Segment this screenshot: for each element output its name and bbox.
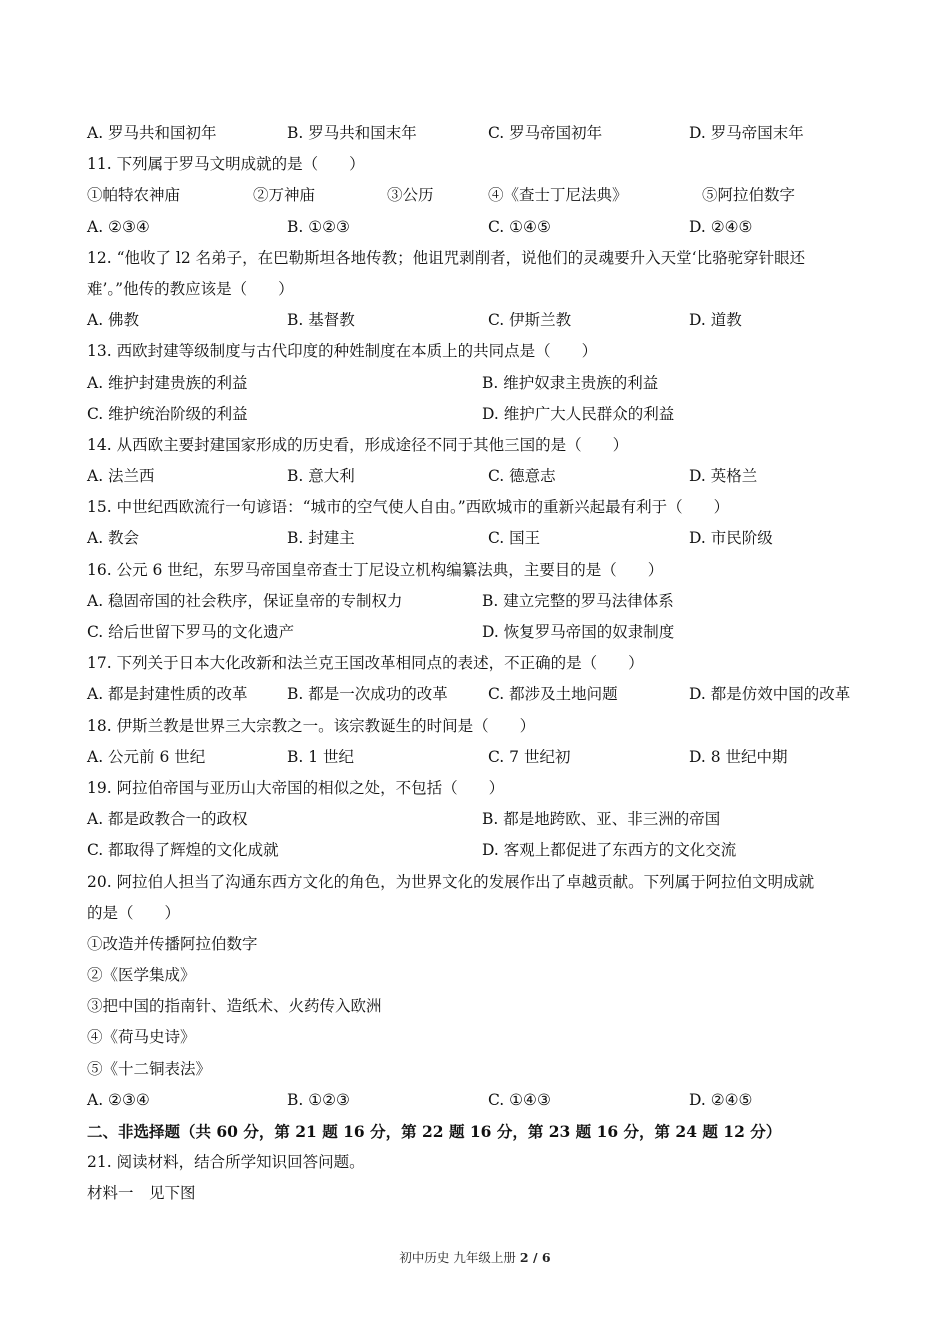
q21-material1: 材料一 见下图: [87, 1184, 196, 1203]
q20-stem-line2: 的是（ ）: [87, 903, 181, 922]
q12-option-c: C. 伊斯兰教: [488, 311, 572, 330]
q16-option-b: B. 建立完整的罗马法律体系: [482, 591, 674, 610]
q20-option-d: D. ②④⑤: [689, 1090, 753, 1109]
q19-option-c: C. 都取得了辉煌的文化成就: [87, 841, 279, 860]
q16-stem: 16. 公元 6 世纪，东罗马帝国皇帝查士丁尼设立机构编纂法典，主要目的是（ ）: [87, 560, 664, 579]
q19-option-d: D. 客观上都促进了东西方的文化交流: [482, 841, 737, 860]
q10-option-b: B. 罗马共和国末年: [287, 124, 417, 142]
q11-item-1: ①帕特农神庙: [87, 186, 181, 205]
q15-option-b: B. 封建主: [287, 529, 355, 548]
q10-option-a: A. 罗马共和国初年: [87, 124, 217, 142]
q15-option-d: D. 市民阶级: [689, 529, 773, 548]
q17-stem: 17. 下列关于日本大化改新和法兰克王国改革相同点的表述，不正确的是（ ）: [87, 654, 644, 673]
q20-item-5: ⑤《十二铜表法》: [87, 1059, 212, 1078]
q17-option-a: A. 都是封建性质的改革: [87, 685, 248, 704]
q12-option-d: D. 道教: [689, 311, 742, 330]
section2-title: 二、非选择题（共 60 分，第 21 题 16 分，第 22 题 16 分，第 23 题 16 分，第 24 题 12 分）: [87, 1122, 782, 1141]
q12-stem-line1: 12. “他收了 l2 名弟子，在巴勒斯坦各地传教；他诅咒剥削者，说他们的灵魂要升入天堂‘比骆驼穿针眼还: [87, 248, 806, 267]
q20-option-b: B. ①②③: [287, 1090, 350, 1109]
q16-option-d: D. 恢复罗马帝国的奴隶制度: [482, 623, 675, 641]
q18-stem: 18. 伊斯兰教是世界三大宗教之一。该宗教诞生的时间是（ ）: [87, 716, 536, 735]
q11-options: [87, 212, 877, 243]
q14-option-c: C. 德意志: [488, 467, 556, 486]
q11-stem: 11. 下列属于罗马文明成就的是（ ）: [87, 155, 365, 174]
q18-option-c: C. 7 世纪初: [488, 747, 571, 766]
q19-options-row1: [87, 804, 877, 835]
q19-option-a: A. 都是政教合一的政权: [87, 810, 248, 829]
q19-option-b: B. 都是地跨欧、亚、非三洲的帝国: [482, 810, 721, 829]
footer-text: 初中历史 九年级上册: [399, 1250, 516, 1265]
footer-page-number: 2 / 6: [519, 1250, 551, 1265]
q20-item-3: ③把中国的指南针、造纸术、火药传入欧洲: [87, 997, 382, 1016]
q13-option-a: A. 维护封建贵族的利益: [87, 373, 248, 392]
q11-option-a: A. ②③④: [87, 217, 150, 236]
q17-option-d: D. 都是仿效中国的改革: [689, 685, 851, 704]
q13-options-row2: [87, 399, 877, 430]
q20-item-4: ④《荷马史诗》: [87, 1028, 196, 1047]
q11-items: [87, 180, 877, 211]
q12-options: [87, 305, 877, 336]
q20-stem-line1: 20. 阿拉伯人担当了沟通东西方文化的角色，为世界文化的发展作出了卓越贡献。下列属于阿拉伯文明成就: [87, 872, 815, 891]
q11-option-d: D. ②④⑤: [689, 217, 753, 236]
q13-option-c: C. 维护统治阶级的利益: [87, 404, 248, 423]
q10-option-c: C. 罗马帝国初年: [488, 124, 603, 142]
q19-options-row2: [87, 835, 877, 866]
q15-option-a: A. 教会: [87, 529, 140, 548]
q13-option-d: D. 维护广大人民群众的利益: [482, 404, 675, 423]
q20-option-a: A. ②③④: [87, 1090, 150, 1109]
q18-options: [87, 742, 877, 773]
q14-option-a: A. 法兰西: [87, 467, 155, 486]
q11-item-5: ⑤阿拉伯数字: [702, 186, 796, 205]
q11-item-4: ④《查士丁尼法典》: [488, 186, 628, 205]
q16-option-a: A. 稳固帝国的社会秩序，保证皇帝的专制权力: [87, 591, 403, 610]
q17-option-c: C. 都涉及土地问题: [488, 685, 618, 704]
q11-item-3: ③公历: [387, 186, 434, 205]
q17-option-b: B. 都是一次成功的改革: [287, 685, 448, 704]
q16-option-c: C. 给后世留下罗马的文化遗产: [87, 623, 295, 641]
q21-stem: 21. 阅读材料，结合所学知识回答问题。: [87, 1153, 365, 1172]
q15-options: [87, 523, 877, 554]
q14-option-b: B. 意大利: [287, 467, 355, 486]
q14-options: [87, 461, 877, 492]
q17-options: [87, 679, 877, 710]
q16-options-row2: [87, 617, 877, 648]
q20-item-1: ①改造并传播阿拉伯数字: [87, 934, 258, 953]
q12-stem-line2: 难’。”他传的教应该是（ ）: [87, 279, 294, 298]
q12-option-b: B. 基督教: [287, 311, 355, 330]
q16-options-row1: [87, 586, 877, 617]
q18-option-b: B. 1 世纪: [287, 747, 355, 766]
q10-option-d: D. 罗马帝国末年: [689, 124, 804, 142]
q15-option-c: C. 国王: [488, 529, 541, 548]
q13-option-b: B. 维护奴隶主贵族的利益: [482, 373, 659, 392]
q12-option-a: A. 佛教: [87, 311, 140, 330]
page-footer: [0, 1248, 950, 1266]
q18-option-a: A. 公元前 6 世纪: [87, 747, 206, 766]
q20-options: [87, 1085, 877, 1116]
q11-option-b: B. ①②③: [287, 217, 350, 236]
q20-option-c: C. ①④③: [488, 1090, 551, 1109]
exam-page: [87, 118, 877, 1210]
q19-stem: 19. 阿拉伯帝国与亚历山大帝国的相似之处，不包括（ ）: [87, 778, 505, 797]
q13-options-row1: [87, 368, 877, 399]
q14-stem: 14. 从西欧主要封建国家形成的历史看，形成途径不同于其他三国的是（ ）: [87, 435, 629, 454]
q13-stem: 13. 西欧封建等级制度与古代印度的种姓制度在本质上的共同点是（ ）: [87, 342, 598, 361]
q11-item-2: ②万神庙: [253, 186, 316, 205]
q18-option-d: D. 8 世纪中期: [689, 747, 788, 766]
q10-options: [87, 118, 877, 149]
q15-stem: 15. 中世纪西欧流行一句谚语：“城市的空气使人自由。”西欧城市的重新兴起最有利于（ ）: [87, 498, 730, 517]
q11-option-c: C. ①④⑤: [488, 217, 551, 236]
q20-item-2: ②《医学集成》: [87, 966, 196, 985]
q14-option-d: D. 英格兰: [689, 467, 758, 486]
